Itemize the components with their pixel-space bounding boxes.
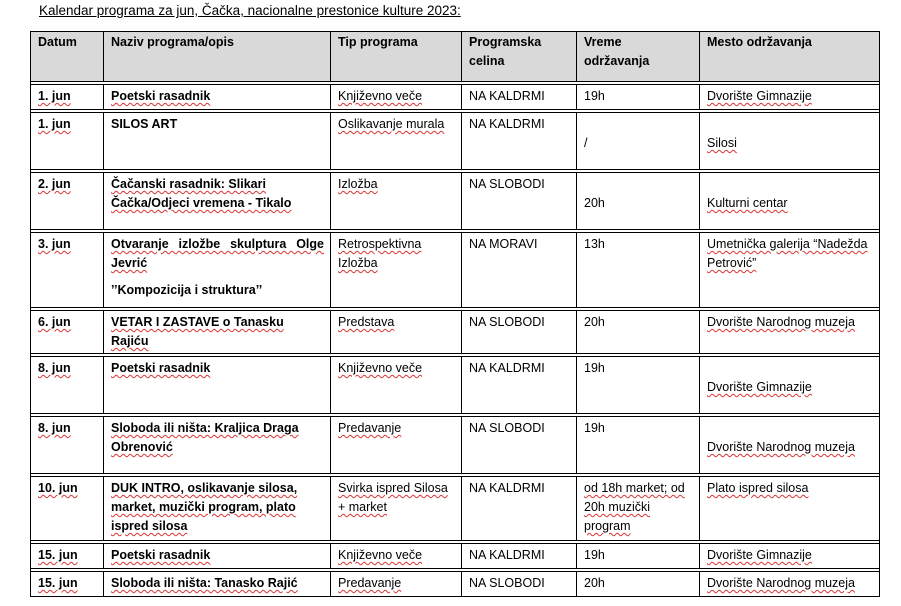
table-row: [31, 357, 880, 414]
table-row: [31, 173, 880, 230]
cell-date: 2. jun: [31, 173, 104, 230]
cell-place: Silosi: [700, 113, 880, 170]
table-row: [31, 113, 880, 170]
header-time-line1: Vreme: [584, 35, 622, 49]
cell-date: 10. jun: [31, 477, 104, 541]
cell-name: Poetski rasadnik: [104, 85, 331, 110]
cell-name: Poetski rasadnik: [104, 544, 331, 569]
cell-type: Predavanje: [331, 417, 462, 474]
header-unit-line1: Programska: [469, 35, 542, 49]
cell-name: SILOS ART: [104, 113, 331, 170]
program-name: Otvaranje izložbe skulptura Olge Jevrić: [111, 237, 324, 270]
cell-unit: NA SLOBODI: [462, 173, 577, 230]
cell-unit: NA KALDRMI: [462, 477, 577, 541]
table-row: [31, 544, 880, 569]
cell-place: Dvorište Gimnazije: [700, 357, 880, 414]
cell-time: 19h: [577, 417, 700, 474]
cell-time: 19h: [577, 357, 700, 414]
cell-unit: NA KALDRMI: [462, 544, 577, 569]
cell-unit: NA SLOBODI: [462, 311, 577, 354]
cell-type: Predavanje: [331, 572, 462, 597]
header-time-line2: održavanja: [584, 54, 650, 68]
cell-name: VETAR I ZASTAVE o Tanasku Rajiću: [104, 311, 331, 354]
cell-time: 19h: [577, 544, 700, 569]
cell-place: Dvorište Narodnog muzeja: [700, 311, 880, 354]
cell-name: DUK INTRO, oslikavanje silosa, market, muzički program, plato ispred silosa: [104, 477, 331, 541]
cell-unit: NA KALDRMI: [462, 85, 577, 110]
cell-place: Dvorište Narodnog muzeja: [700, 417, 880, 474]
cell-unit: NA SLOBODI: [462, 572, 577, 597]
cell-type: Predstava: [331, 311, 462, 354]
cell-place: Dvorište Narodnog muzeja: [700, 572, 880, 597]
cell-time: 19h: [577, 85, 700, 110]
cell-type: Oslikavanje murala: [331, 113, 462, 170]
cell-type: Izložba: [331, 173, 462, 230]
cell-name: Čačanski rasadnik: Slikari Čačka/Odjeci vremena - Tikalo: [104, 173, 331, 230]
cell-name: Sloboda ili ništa: Kraljica Draga Obrenović: [104, 417, 331, 474]
document-title: Kalendar programa za jun, Čačka, nacionalne prestonice kulture 2023:: [39, 3, 461, 18]
table-row: [31, 233, 880, 308]
header-name: Naziv programa/opis: [104, 32, 331, 82]
cell-place: Umetnička galerija “Nadežda Petrović”: [700, 233, 880, 308]
cell-type: Književno veče: [331, 544, 462, 569]
header-unit-line2: celina: [469, 54, 505, 68]
program-subtitle: ’’Kompozicija i struktura’’: [111, 283, 263, 297]
cell-type: Retrospektivna Izložba: [331, 233, 462, 308]
table-header-row: [31, 32, 880, 82]
header-unit: [462, 32, 577, 82]
cell-type: Književno veče: [331, 357, 462, 414]
cell-unit: NA SLOBODI: [462, 417, 577, 474]
table-row: [31, 477, 880, 541]
cell-time: od 18h market; od 20h muzički program: [577, 477, 700, 541]
cell-place: Plato ispred silosa: [700, 477, 880, 541]
table-row: [31, 417, 880, 474]
cell-type: Svirka ispred Silosa + market: [331, 477, 462, 541]
cell-type: Književno veče: [331, 85, 462, 110]
cell-date: 6. jun: [31, 311, 104, 354]
cell-time: 20h: [577, 173, 700, 230]
table-row: [31, 572, 880, 597]
cell-time: /: [577, 113, 700, 170]
cell-place: Dvorište Gimnazije: [700, 85, 880, 110]
table-row: [31, 85, 880, 110]
cell-unit: NA KALDRMI: [462, 357, 577, 414]
cell-name: [104, 233, 331, 308]
cell-date: 1. jun: [31, 85, 104, 110]
header-place: Mesto održavanja: [700, 32, 880, 82]
cell-unit: NA MORAVI: [462, 233, 577, 308]
header-type: Tip programa: [331, 32, 462, 82]
cell-name: Poetski rasadnik: [104, 357, 331, 414]
header-time: [577, 32, 700, 82]
table-row: [31, 311, 880, 354]
cell-date: 15. jun: [31, 544, 104, 569]
cell-place: Kulturni centar: [700, 173, 880, 230]
cell-time: 20h: [577, 311, 700, 354]
cell-name: Sloboda ili ništa: Tanasko Rajić: [104, 572, 331, 597]
cell-time: 13h: [577, 233, 700, 308]
cell-date: 8. jun: [31, 357, 104, 414]
cell-date: 3. jun: [31, 233, 104, 308]
header-date: Datum: [31, 32, 104, 82]
cell-time: 20h: [577, 572, 700, 597]
cell-date: 8. jun: [31, 417, 104, 474]
cell-place: Dvorište Gimnazije: [700, 544, 880, 569]
cell-date: 1. jun: [31, 113, 104, 170]
program-calendar-table: [30, 31, 880, 597]
cell-date: 15. jun: [31, 572, 104, 597]
cell-unit: NA KALDRMI: [462, 113, 577, 170]
